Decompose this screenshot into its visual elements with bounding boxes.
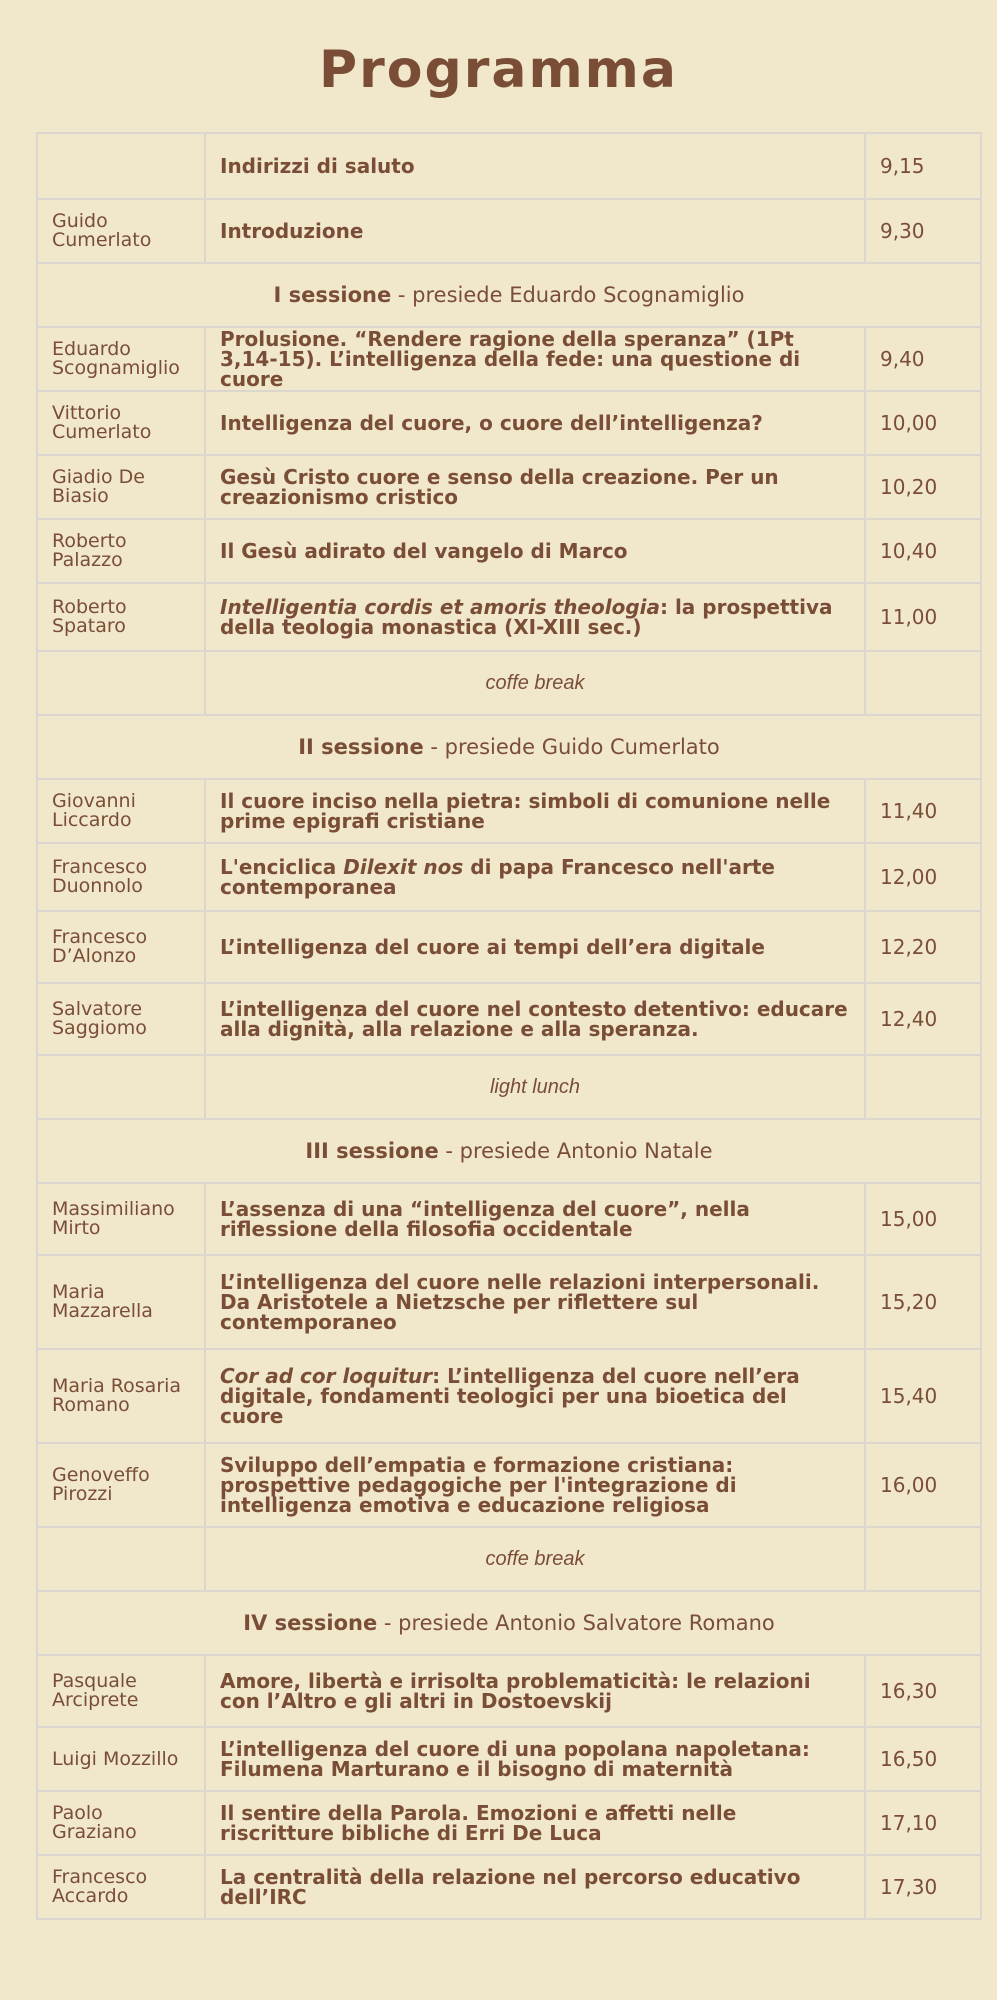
speaker-cell: [37, 391, 205, 455]
empty-cell: [865, 651, 981, 715]
session-heading: [37, 715, 981, 779]
break-row: [37, 651, 981, 715]
talk-row: [37, 779, 981, 843]
speaker-cell: [37, 1443, 205, 1527]
break-cell: [205, 1055, 865, 1119]
speaker-cell: [37, 519, 205, 583]
talk-time: 16,30: [880, 1679, 938, 1703]
page-title: Programma: [319, 40, 678, 100]
talk-title: Introduzione: [220, 219, 364, 243]
speaker-name: Luigi Mozzillo: [52, 1747, 179, 1770]
speaker-name: Genoveffo Pirozzi: [52, 1464, 150, 1505]
speaker-cell: [37, 843, 205, 911]
speaker-cell: [37, 911, 205, 983]
time-cell: [865, 1443, 981, 1527]
speaker-name: Giovanni Liccardo: [52, 790, 136, 831]
empty-cell: [865, 1527, 981, 1591]
speaker-cell: [37, 1349, 205, 1443]
talk-title-rest: di papa Francesco nell'arte contemporanea: [220, 855, 775, 899]
speaker-cell: [37, 983, 205, 1055]
talk-row: [37, 133, 981, 199]
talk-title-italic: Intelligentia cordis et amoris theologia: [220, 595, 660, 619]
empty-cell: [37, 651, 205, 715]
time-cell: [865, 1349, 981, 1443]
talk-title-cell: [205, 519, 865, 583]
speaker-cell: [37, 1791, 205, 1855]
session-label: IV sessione: [243, 1611, 378, 1635]
time-cell: [865, 911, 981, 983]
talk-title: L’intelligenza del cuore ai tempi dell’era digitale: [220, 935, 765, 959]
time-cell: [865, 1183, 981, 1255]
session-chair: - presiede Antonio Salvatore Romano: [377, 1611, 775, 1635]
talk-title-italic: Cor ad cor loquitur: [220, 1364, 433, 1388]
talk-time: 15,00: [880, 1207, 938, 1231]
session-heading: [37, 1119, 981, 1183]
talk-time: 10,20: [880, 475, 938, 499]
time-cell: [865, 199, 981, 263]
speaker-cell: [37, 327, 205, 391]
time-cell: [865, 983, 981, 1055]
break-row: [37, 1055, 981, 1119]
speaker-name: Roberto Spataro: [52, 596, 127, 637]
speaker-cell: [37, 1655, 205, 1727]
talk-title-cell: [205, 983, 865, 1055]
talk-title-cell: [205, 1655, 865, 1727]
time-cell: [865, 583, 981, 651]
time-cell: [865, 133, 981, 199]
session-row: [37, 1119, 981, 1183]
speaker-name: Salvatore Saggiomo: [52, 998, 147, 1039]
talk-title-rest: : L’intelligenza del cuore nell’era digitale, fondamenti teologici per una bioetica del cuore: [220, 1364, 800, 1428]
speaker-cell: [37, 455, 205, 519]
talk-row: [37, 843, 981, 911]
talk-time: 10,40: [880, 539, 938, 563]
talk-title: Amore, libertà e irrisolta problematicità: le relazioni con l’Altro e gli altri in Dostoevskij: [220, 1669, 811, 1713]
speaker-name: Paolo Graziano: [52, 1802, 137, 1843]
talk-row: [37, 519, 981, 583]
talk-title-cell: [205, 455, 865, 519]
talk-title: Il Gesù adirato del vangelo di Marco: [220, 539, 628, 563]
talk-row: [37, 583, 981, 651]
talk-title-cell: [205, 199, 865, 263]
time-cell: [865, 1855, 981, 1919]
talk-time: 9,15: [880, 154, 925, 178]
talk-row: [37, 1349, 981, 1443]
talk-time: 9,30: [880, 219, 925, 243]
talk-time: 11,40: [880, 799, 938, 823]
speaker-name: Francesco Duonnolo: [52, 856, 148, 897]
speaker-cell: [37, 1255, 205, 1349]
time-cell: [865, 779, 981, 843]
time-cell: [865, 1727, 981, 1791]
talk-title-cell: [205, 133, 865, 199]
talk-time: 15,20: [880, 1290, 938, 1314]
break-label: light lunch: [489, 1075, 581, 1098]
time-cell: [865, 843, 981, 911]
talk-time: 16,00: [880, 1473, 938, 1497]
time-cell: [865, 455, 981, 519]
talk-title-cell: [205, 1727, 865, 1791]
empty-cell: [37, 1055, 205, 1119]
time-cell: [865, 1655, 981, 1727]
talk-time: 17,10: [880, 1811, 938, 1835]
speaker-cell: [37, 133, 205, 199]
speaker-name: Maria Rosaria Romano: [52, 1375, 182, 1416]
speaker-cell: [37, 1183, 205, 1255]
talk-title: Prolusione. “Rendere ragione della speranza” (1Pt 3,14-15). L’intelligenza della fede: una questione di cuore: [220, 327, 801, 391]
talk-row: [37, 327, 981, 391]
talk-row: [37, 199, 981, 263]
talk-title-cell: [205, 1349, 865, 1443]
speaker-name: Giadio De Biasio: [52, 466, 145, 507]
speaker-cell: [37, 1727, 205, 1791]
session-label: III sessione: [305, 1139, 439, 1163]
speaker-cell: [37, 1855, 205, 1919]
talk-title: Il cuore inciso nella pietra: simboli di comunione nelle prime epigrafi cristiane: [220, 789, 831, 833]
session-heading: [37, 1591, 981, 1655]
speaker-name: Guido Cumerlato: [52, 210, 152, 251]
speaker-name: Maria Mazzarella: [52, 1281, 153, 1322]
talk-row: [37, 911, 981, 983]
speaker-name: Roberto Palazzo: [52, 530, 127, 571]
talk-title: Il sentire della Parola. Emozioni e affetti nelle riscritture bibliche di Erri De Luca: [220, 1801, 737, 1845]
talk-title-cell: [205, 391, 865, 455]
session-chair: - presiede Eduardo Scognamiglio: [391, 283, 745, 307]
speaker-name: Massimiliano Mirto: [52, 1198, 175, 1239]
session-label: I sessione: [273, 283, 392, 307]
speaker-cell: [37, 583, 205, 651]
talk-title: Gesù Cristo cuore e senso della creazione. Per un creazionismo cristico: [220, 465, 779, 509]
session-heading: [37, 263, 981, 327]
break-label: coffe break: [485, 671, 585, 694]
talk-title-cell: [205, 1443, 865, 1527]
talk-title-cell: [205, 1855, 865, 1919]
session-chair: - presiede Guido Cumerlato: [423, 735, 720, 759]
session-row: [37, 715, 981, 779]
talk-title: Sviluppo dell’empatia e formazione cristiana: prospettive pedagogiche per l'integrazione di intelligenza emotiva e educazione religiosa: [220, 1453, 737, 1517]
talk-title-cell: [205, 1255, 865, 1349]
talk-title-cell: [205, 327, 865, 391]
empty-cell: [37, 1527, 205, 1591]
time-cell: [865, 1791, 981, 1855]
talk-time: 12,20: [880, 935, 938, 959]
talk-row: [37, 1255, 981, 1349]
talk-time: 17,30: [880, 1875, 938, 1899]
speaker-name: Eduardo Scognamiglio: [52, 338, 180, 379]
session-label: II sessione: [298, 735, 424, 759]
talk-title-italic: Dilexit nos: [343, 855, 464, 879]
empty-cell: [865, 1055, 981, 1119]
break-cell: [205, 651, 865, 715]
talk-row: [37, 983, 981, 1055]
time-cell: [865, 519, 981, 583]
speaker-cell: [37, 199, 205, 263]
talk-title-cell: [205, 843, 865, 911]
talk-title: L’intelligenza del cuore nelle relazioni interpersonali. Da Aristotele a Nietzsche per riflettere sul contemporaneo: [220, 1270, 820, 1334]
talk-row: [37, 1443, 981, 1527]
talk-title: Indirizzi di saluto: [220, 154, 415, 178]
talk-row: [37, 1727, 981, 1791]
talk-time: 11,00: [880, 605, 938, 629]
talk-title-rest: : la prospettiva della teologia monastica (XI-XIII sec.): [220, 595, 833, 639]
talk-row: [37, 1183, 981, 1255]
talk-row: [37, 1655, 981, 1727]
speaker-name: Vittorio Cumerlato: [52, 402, 152, 443]
time-cell: [865, 1255, 981, 1349]
time-cell: [865, 327, 981, 391]
talk-row: [37, 1855, 981, 1919]
talk-time: 10,00: [880, 411, 938, 435]
break-row: [37, 1527, 981, 1591]
talk-title-cell: [205, 1183, 865, 1255]
talk-time: 16,50: [880, 1747, 938, 1771]
session-chair: - presiede Antonio Natale: [438, 1139, 713, 1163]
speaker-name: Pasquale Arciprete: [52, 1670, 139, 1711]
talk-title: L’intelligenza del cuore di una popolana napoletana: Filumena Marturano e il bisogno di maternità: [220, 1737, 810, 1781]
talk-time: 12,00: [880, 865, 938, 889]
speaker-cell: [37, 779, 205, 843]
break-label: coffe break: [485, 1547, 585, 1570]
session-row: [37, 263, 981, 327]
speaker-name: Francesco D’Alonzo: [52, 926, 148, 967]
break-cell: [205, 1527, 865, 1591]
speaker-name: Francesco Accardo: [52, 1866, 148, 1907]
session-row: [37, 1591, 981, 1655]
talk-title: L’intelligenza del cuore nel contesto detentivo: educare alla dignità, alla relazione e alla speranza.: [220, 997, 848, 1041]
talk-title: Intelligenza del cuore, o cuore dell’intelligenza?: [220, 411, 763, 435]
talk-time: 9,40: [880, 347, 925, 371]
time-cell: [865, 391, 981, 455]
talk-title-cell: [205, 911, 865, 983]
talk-row: [37, 391, 981, 455]
talk-title-cell: [205, 583, 865, 651]
talk-time: 12,40: [880, 1007, 938, 1031]
talk-row: [37, 455, 981, 519]
talk-time: 15,40: [880, 1384, 938, 1408]
talk-title-prefix: L'enciclica: [220, 855, 344, 879]
talk-title-cell: [205, 1791, 865, 1855]
talk-title: L’assenza di una “intelligenza del cuore”, nella riflessione della filosofia occidentale: [220, 1197, 750, 1241]
talk-row: [37, 1791, 981, 1855]
programme-table: [36, 132, 982, 1920]
talk-title-cell: [205, 779, 865, 843]
talk-title: La centralità della relazione nel percorso educativo dell’IRC: [220, 1865, 801, 1909]
